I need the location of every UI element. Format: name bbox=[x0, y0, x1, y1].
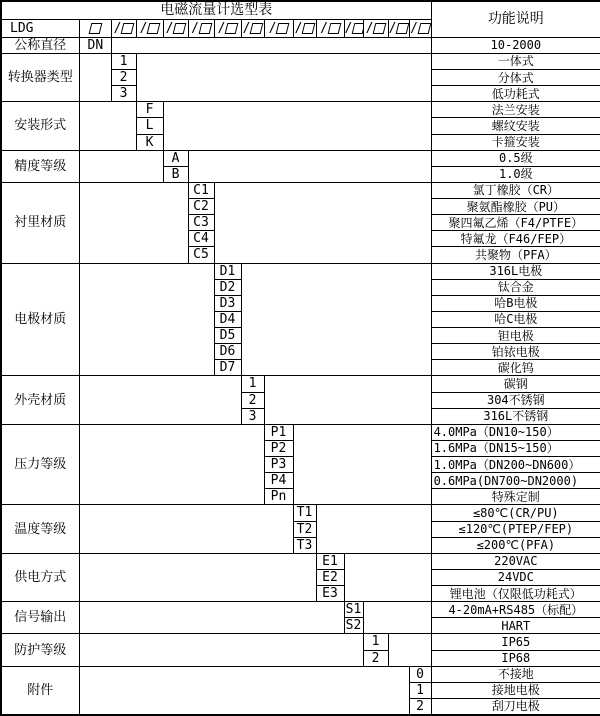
code-cell: C2 bbox=[188, 199, 214, 215]
code-cell: C1 bbox=[188, 182, 214, 198]
desc-cell: 聚四氟乙烯（F4/PTFE） bbox=[431, 215, 600, 231]
code-cell: 2 bbox=[241, 392, 264, 408]
desc-cell: 24VDC bbox=[431, 569, 600, 585]
code-cell: S1 bbox=[345, 602, 362, 618]
code-cell: 3 bbox=[111, 86, 136, 102]
code-cell: Pn bbox=[264, 489, 293, 505]
checkbox-icon bbox=[328, 23, 342, 34]
empty-cell bbox=[79, 102, 136, 150]
code-cell: E2 bbox=[316, 569, 344, 585]
empty-cell bbox=[293, 424, 431, 505]
code-cell: D4 bbox=[214, 311, 241, 327]
desc-cell: 哈C电极 bbox=[431, 311, 600, 327]
desc-cell: 不接地 bbox=[431, 666, 600, 682]
code-slot: / bbox=[316, 19, 344, 37]
desc-cell: 卡箍安装 bbox=[431, 134, 600, 150]
desc-cell: 特殊定制 bbox=[431, 489, 600, 505]
checkbox-icon bbox=[396, 23, 409, 34]
code-slot: / bbox=[188, 19, 214, 37]
checkbox-icon bbox=[373, 23, 387, 34]
empty-cell bbox=[79, 150, 163, 182]
code-slot: / bbox=[344, 19, 363, 37]
code-cell: E1 bbox=[316, 553, 344, 569]
code-slot: / bbox=[363, 19, 388, 37]
function-column-header: 功能说明 bbox=[431, 1, 600, 37]
code-cell: S2 bbox=[345, 618, 362, 634]
desc-cell: 锂电池（仅限低功耗式） bbox=[431, 586, 600, 602]
desc-cell: 哈B电极 bbox=[431, 295, 600, 311]
code-cell: T2 bbox=[293, 521, 316, 537]
desc-cell: 共聚物（PFA） bbox=[431, 247, 600, 263]
empty-cell bbox=[79, 505, 293, 553]
category-label: 转换器类型 bbox=[1, 53, 79, 101]
empty-cell bbox=[163, 102, 431, 150]
desc-cell: 铂铱电极 bbox=[431, 344, 600, 360]
code-cell: 1 bbox=[111, 53, 136, 69]
desc-cell: 低功耗式 bbox=[431, 86, 600, 102]
category-label: 供电方式 bbox=[1, 553, 79, 601]
category-label: 电极材质 bbox=[1, 263, 79, 376]
code-cell: C5 bbox=[188, 247, 214, 263]
category-label: 信号输出 bbox=[1, 602, 79, 634]
category-label: 压力等级 bbox=[1, 424, 79, 505]
desc-cell: 1.0MPa（DN200~DN600） bbox=[431, 457, 600, 473]
code-cell: A bbox=[163, 150, 188, 166]
category-label: 防护等级 bbox=[1, 634, 79, 666]
code-cell: D6 bbox=[214, 344, 241, 360]
checkbox-icon bbox=[88, 23, 102, 34]
desc-cell: ≤200℃(PFA) bbox=[431, 537, 600, 553]
desc-cell: 一体式 bbox=[431, 53, 600, 69]
desc-cell: 1.0级 bbox=[431, 166, 600, 182]
code-cell: 1 bbox=[409, 682, 431, 698]
category-label: 公称直径 bbox=[1, 37, 79, 53]
desc-cell: IP65 bbox=[431, 634, 600, 650]
checkbox-icon bbox=[173, 23, 187, 34]
code-slot: / bbox=[214, 19, 241, 37]
category-label: 附件 bbox=[1, 666, 79, 715]
code-cell: E3 bbox=[316, 586, 344, 602]
desc-cell: 316L不锈钢 bbox=[431, 408, 600, 424]
code-cell: C4 bbox=[188, 231, 214, 247]
empty-cell bbox=[79, 602, 344, 634]
empty-cell bbox=[79, 263, 214, 376]
code-cell: DN bbox=[79, 37, 111, 53]
empty-cell bbox=[79, 666, 409, 715]
code-cell: 1 bbox=[241, 376, 264, 392]
empty-cell bbox=[111, 37, 431, 53]
code-cell: 2 bbox=[111, 70, 136, 86]
checkbox-icon bbox=[302, 23, 316, 34]
desc-cell: 0.6MPa(DN700~DN2000) bbox=[431, 473, 600, 489]
desc-cell: 1.6MPa（DN15~150） bbox=[431, 440, 600, 456]
empty-cell bbox=[136, 53, 431, 101]
desc-cell: ≤120℃(PTEP/FEP) bbox=[431, 521, 600, 537]
code-cell: 1 bbox=[363, 634, 388, 650]
code-cell: F bbox=[136, 102, 163, 118]
desc-cell: 法兰安装 bbox=[431, 102, 600, 118]
desc-cell: 钛合金 bbox=[431, 279, 600, 295]
code-slot: / bbox=[388, 19, 409, 37]
desc-cell: 氯丁橡胶（CR） bbox=[431, 182, 600, 198]
empty-cell bbox=[79, 53, 111, 101]
category-label: 外壳材质 bbox=[1, 376, 79, 424]
empty-cell bbox=[241, 263, 431, 376]
empty-cell bbox=[79, 376, 241, 424]
empty-cell bbox=[79, 182, 188, 263]
desc-cell: 特氟龙（F46/FEP） bbox=[431, 231, 600, 247]
empty-cell bbox=[344, 553, 431, 601]
desc-cell: HART bbox=[431, 618, 600, 634]
code-cell: 0 bbox=[409, 666, 431, 682]
desc-cell: ≤80℃(CR/PU) bbox=[431, 505, 600, 521]
checkbox-icon bbox=[352, 23, 363, 34]
code-cell: D2 bbox=[214, 279, 241, 295]
desc-cell: 刮刀电极 bbox=[431, 698, 600, 715]
code-cell: D7 bbox=[214, 360, 241, 376]
code-cell: 3 bbox=[241, 408, 264, 424]
checkbox-icon bbox=[276, 23, 290, 34]
desc-cell: 聚氨酯橡胶（PU） bbox=[431, 199, 600, 215]
code-cell: T1 bbox=[293, 505, 316, 521]
empty-cell bbox=[188, 150, 431, 182]
code-cell: B bbox=[163, 166, 188, 182]
checkbox-icon bbox=[121, 23, 135, 34]
category-label: 衬里材质 bbox=[1, 182, 79, 263]
code-cell: 2 bbox=[409, 698, 431, 715]
code-cell: P2 bbox=[264, 440, 293, 456]
desc-cell: 304不锈钢 bbox=[431, 392, 600, 408]
desc-cell: 接地电极 bbox=[431, 682, 600, 698]
page-title: 电磁流量计选型表 bbox=[1, 1, 431, 19]
empty-cell bbox=[264, 376, 431, 424]
code-slot: / bbox=[264, 19, 293, 37]
desc-cell: 分体式 bbox=[431, 70, 600, 86]
code-cell: D1 bbox=[214, 263, 241, 279]
code-cell: C3 bbox=[188, 215, 214, 231]
code-slot: / bbox=[241, 19, 264, 37]
desc-cell: 0.5级 bbox=[431, 150, 600, 166]
code-cell: P1 bbox=[264, 424, 293, 440]
checkbox-icon bbox=[418, 23, 431, 34]
checkbox-icon bbox=[147, 23, 161, 34]
code-cell: T3 bbox=[293, 537, 316, 553]
desc-cell: IP68 bbox=[431, 650, 600, 666]
code-cell: P4 bbox=[264, 473, 293, 489]
desc-cell: 碳钢 bbox=[431, 376, 600, 392]
desc-cell: 钽电极 bbox=[431, 328, 600, 344]
desc-cell: 10-2000 bbox=[431, 37, 600, 53]
checkbox-icon bbox=[225, 23, 239, 34]
empty-cell bbox=[214, 182, 431, 263]
code-slot: / bbox=[111, 19, 136, 37]
code-cell: P3 bbox=[264, 457, 293, 473]
code-cell: K bbox=[136, 134, 163, 150]
desc-cell: 4.0MPa（DN10~150） bbox=[431, 424, 600, 440]
checkbox-icon bbox=[199, 23, 213, 34]
category-label: 精度等级 bbox=[1, 150, 79, 182]
desc-cell: 220VAC bbox=[431, 553, 600, 569]
code-slot: / bbox=[293, 19, 316, 37]
empty-cell bbox=[363, 602, 431, 634]
code-slot: / bbox=[409, 19, 431, 37]
desc-cell: 316L电极 bbox=[431, 263, 600, 279]
code-slot bbox=[79, 19, 111, 37]
empty-cell bbox=[316, 505, 431, 553]
desc-cell: 碳化钨 bbox=[431, 360, 600, 376]
empty-cell bbox=[79, 634, 363, 666]
ldg-label: LDG bbox=[1, 19, 79, 37]
empty-cell bbox=[388, 634, 431, 666]
empty-cell bbox=[79, 424, 264, 505]
category-label: 温度等级 bbox=[1, 505, 79, 553]
category-label: 安装形式 bbox=[1, 102, 79, 150]
code-cell: L bbox=[136, 118, 163, 134]
desc-cell: 螺纹安装 bbox=[431, 118, 600, 134]
code-cell: 2 bbox=[363, 650, 388, 666]
checkbox-icon bbox=[250, 23, 264, 34]
empty-cell bbox=[79, 553, 316, 601]
code-slot: / bbox=[163, 19, 188, 37]
code-cell: D5 bbox=[214, 328, 241, 344]
desc-cell: 4-20mA+RS485（标配） bbox=[431, 602, 600, 618]
code-slot: / bbox=[136, 19, 163, 37]
code-cell: D3 bbox=[214, 295, 241, 311]
